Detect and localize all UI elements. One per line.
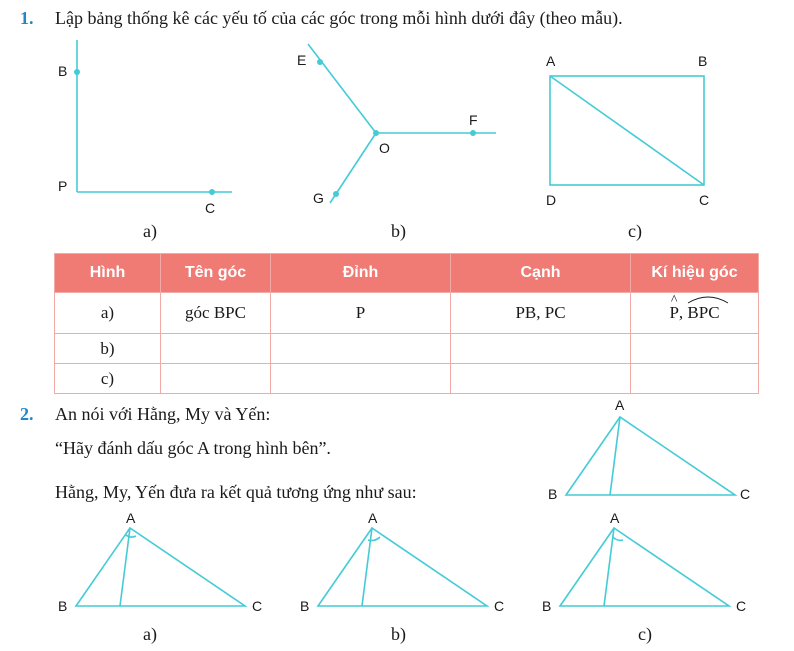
figure-b-label-o: O bbox=[379, 140, 390, 156]
figure-a-caption: a) bbox=[143, 221, 157, 241]
cell-ki-hieu bbox=[631, 293, 759, 334]
cell-hinh: c) bbox=[55, 364, 161, 394]
answer-c-label-c: C bbox=[736, 598, 747, 614]
figure-c-label-d: D bbox=[546, 192, 557, 208]
answer-b-label-b: B bbox=[300, 598, 310, 614]
answer-a-label-c: C bbox=[252, 598, 263, 614]
cell-dinh[interactable] bbox=[271, 334, 451, 364]
answer-b-label-c: C bbox=[494, 598, 505, 614]
header-ki-hieu-goc: Kí hiệu góc bbox=[631, 254, 759, 293]
answer-a-label-b: B bbox=[58, 598, 68, 614]
figure-a-label-c: C bbox=[205, 200, 216, 216]
question-2-line-2: “Hãy đánh dấu góc A trong hình bên”. bbox=[55, 438, 331, 458]
table-row bbox=[55, 293, 759, 334]
figure-c-label-a: A bbox=[546, 53, 556, 69]
q2-answer-b-triangle bbox=[318, 528, 487, 606]
table-row bbox=[55, 334, 759, 364]
header-hinh: Hình bbox=[55, 254, 161, 293]
figure-b-caption: b) bbox=[391, 221, 406, 241]
q2-answer-a-triangle bbox=[76, 528, 245, 606]
main-triangle-label-c: C bbox=[740, 486, 751, 502]
cell-ten-goc[interactable] bbox=[161, 334, 271, 364]
figure-b-point-g bbox=[333, 191, 339, 197]
figure-b-rays bbox=[308, 44, 496, 203]
question-1-text: Lập bảng thống kê các yếu tố của các góc trong mỗi hình dưới đây (theo mẫu). bbox=[55, 8, 623, 28]
answer-b-label-a: A bbox=[368, 510, 378, 526]
cell-ki-hieu[interactable] bbox=[631, 334, 759, 364]
figure-a-angle bbox=[77, 40, 232, 192]
angle-symbol-short: ^ P bbox=[669, 303, 678, 323]
header-dinh: Đỉnh bbox=[271, 254, 451, 293]
table-header-row bbox=[55, 254, 759, 293]
cell-dinh: P bbox=[271, 293, 451, 334]
q2-main-triangle bbox=[566, 417, 735, 495]
figure-c-caption: c) bbox=[628, 221, 642, 241]
answer-a-caption: a) bbox=[143, 624, 157, 644]
figure-b-point-f bbox=[470, 130, 476, 136]
cell-hinh: a) bbox=[55, 293, 161, 334]
main-triangle-label-a: A bbox=[615, 397, 625, 413]
cell-hinh: b) bbox=[55, 334, 161, 364]
figure-a-label-b: B bbox=[58, 63, 68, 79]
figure-b-point-e bbox=[317, 59, 323, 65]
figure-b-label-e: E bbox=[297, 52, 307, 68]
figure-c-label-b: B bbox=[698, 53, 708, 69]
question-2-number: 2. bbox=[20, 404, 34, 424]
cell-ki-hieu[interactable] bbox=[631, 364, 759, 394]
figure-b-point-o bbox=[373, 130, 379, 136]
cell-ten-goc: góc BPC bbox=[161, 293, 271, 334]
answer-b-caption: b) bbox=[391, 624, 406, 644]
header-ten-goc: Tên góc bbox=[161, 254, 271, 293]
figure-c-rectangle bbox=[550, 76, 704, 185]
angle-statistics-table bbox=[54, 253, 759, 394]
q2-answer-c-triangle bbox=[560, 528, 729, 606]
question-2-line-1: An nói với Hằng, My và Yến: bbox=[55, 404, 271, 424]
figure-b-label-g: G bbox=[313, 190, 324, 206]
cell-dinh[interactable] bbox=[271, 364, 451, 394]
angle-symbol-full-wrap bbox=[687, 303, 719, 323]
angle-symbol-full: BPC bbox=[687, 303, 720, 322]
answer-c-label-b: B bbox=[542, 598, 552, 614]
figure-b-label-f: F bbox=[469, 112, 478, 128]
cell-canh: PB, PC bbox=[451, 293, 631, 334]
answer-c-caption: c) bbox=[638, 624, 652, 644]
question-1-number: 1. bbox=[20, 8, 34, 28]
angle-symbol-separator: , bbox=[678, 303, 684, 322]
header-canh: Cạnh bbox=[451, 254, 631, 293]
arc-hat-icon bbox=[687, 294, 729, 304]
cell-canh[interactable] bbox=[451, 364, 631, 394]
figure-a-point-b bbox=[74, 69, 80, 75]
main-triangle-label-b: B bbox=[548, 486, 558, 502]
figure-a-point-c bbox=[209, 189, 215, 195]
answer-c-label-a: A bbox=[610, 510, 620, 526]
table-row bbox=[55, 364, 759, 394]
cell-canh[interactable] bbox=[451, 334, 631, 364]
question-2-line-3: Hằng, My, Yến đưa ra kết quả tương ứng như sau: bbox=[55, 482, 417, 502]
figure-a-label-p: P bbox=[58, 178, 68, 194]
answer-a-label-a: A bbox=[126, 510, 136, 526]
figure-c-label-c: C bbox=[699, 192, 710, 208]
cell-ten-goc[interactable] bbox=[161, 364, 271, 394]
